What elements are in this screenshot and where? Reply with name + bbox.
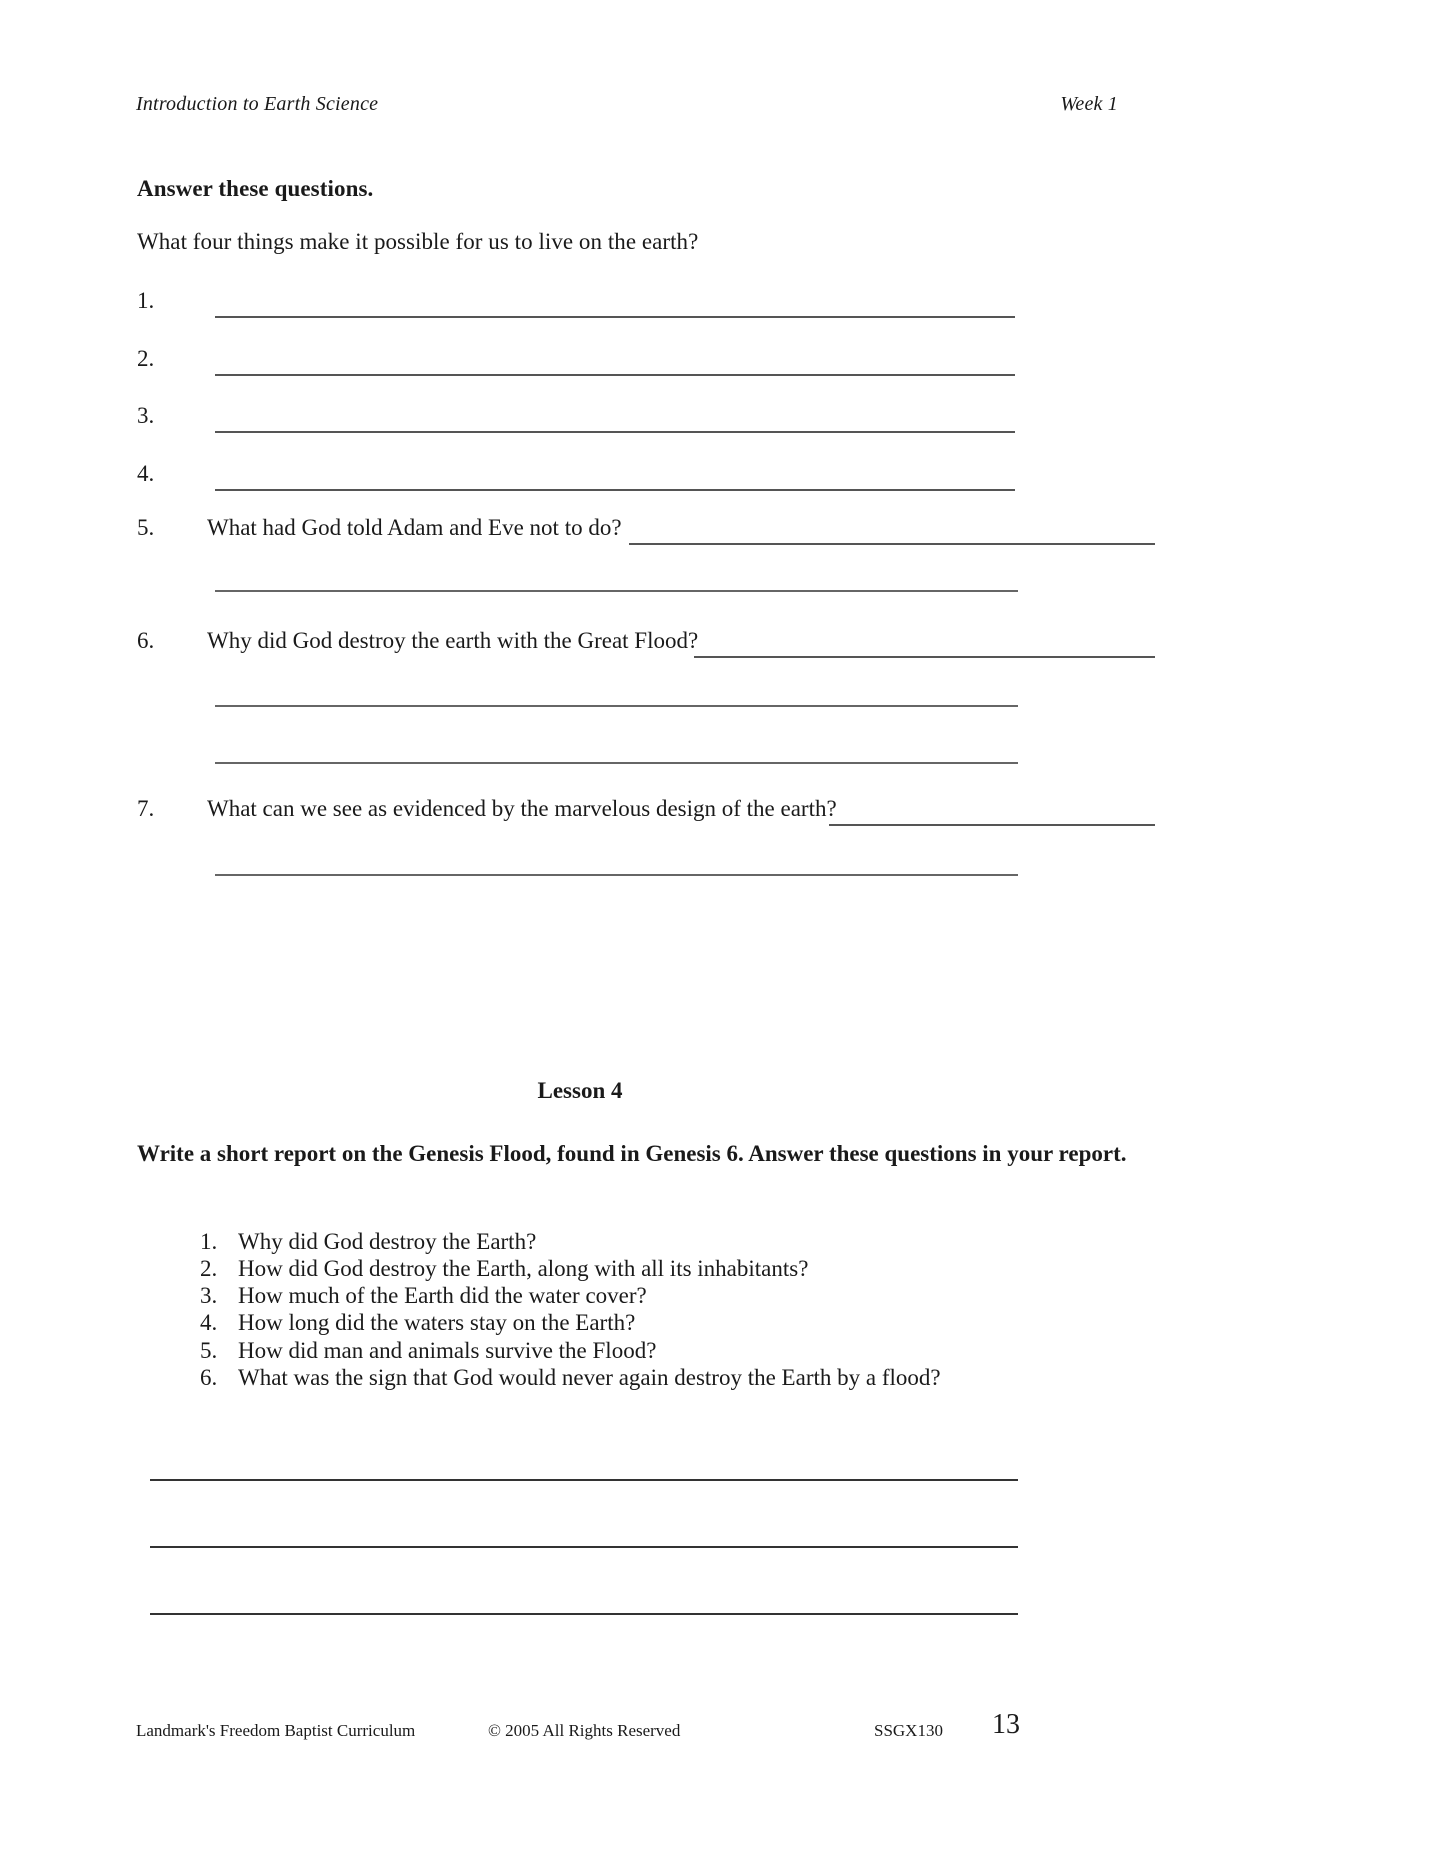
list-item-number: 5. bbox=[200, 1337, 218, 1363]
list-item bbox=[200, 1309, 941, 1336]
list-item-label: How did man and animals survive the Flood? bbox=[238, 1337, 657, 1363]
list-item bbox=[200, 1364, 941, 1391]
blank-answer-rule[interactable] bbox=[215, 316, 1015, 318]
list-item-number: 1. bbox=[200, 1229, 218, 1254]
blank-answer-number: 4. bbox=[137, 461, 155, 486]
section-heading: Answer these questions. bbox=[137, 176, 374, 201]
question-text: Why did God destroy the earth with the Great Flood? bbox=[207, 628, 699, 653]
report-question-list bbox=[200, 1228, 941, 1391]
footer-copyright: © 2005 All Rights Reserved bbox=[488, 1721, 681, 1740]
blank-answer-number: 2. bbox=[137, 346, 155, 371]
footer-product-code: SSGX130 bbox=[874, 1721, 943, 1740]
list-item-label: How long did the waters stay on the Earth? bbox=[238, 1310, 636, 1336]
list-item bbox=[200, 1228, 941, 1255]
list-item-number: 3. bbox=[200, 1283, 218, 1309]
blank-answer-number: 3. bbox=[137, 403, 155, 428]
report-writing-rule[interactable] bbox=[150, 1546, 1018, 1548]
lesson-instructions: Write a short report on the Genesis Flood, found in Genesis 6. Answer these questions in your report. bbox=[137, 1141, 1127, 1166]
section-prompt: What four things make it possible for us to live on the earth? bbox=[137, 229, 699, 254]
lesson-heading: Lesson 4 bbox=[537, 1078, 623, 1103]
question-text: What can we see as evidenced by the marvelous design of the earth? bbox=[207, 796, 837, 821]
blank-answer-number: 1. bbox=[137, 288, 155, 313]
footer-publisher: Landmark's Freedom Baptist Curriculum bbox=[136, 1721, 416, 1740]
list-item-label: What was the sign that God would never again destroy the Earth by a flood? bbox=[238, 1364, 941, 1390]
running-head-week: Week 1 bbox=[1060, 93, 1118, 115]
question-text: What had God told Adam and Eve not to do? bbox=[207, 515, 622, 540]
running-head-title: Introduction to Earth Science bbox=[136, 93, 379, 115]
question-answer-rule[interactable] bbox=[629, 543, 1155, 545]
list-item bbox=[200, 1255, 941, 1282]
list-item-number: 4. bbox=[200, 1310, 218, 1336]
question-answer-rule-continuation[interactable] bbox=[215, 762, 1018, 764]
question-number: 5. bbox=[137, 515, 155, 540]
blank-answer-rule[interactable] bbox=[215, 374, 1015, 376]
list-item-label: Why did God destroy the Earth? bbox=[238, 1229, 537, 1254]
blank-answer-rule[interactable] bbox=[215, 431, 1015, 433]
blank-answer-rule[interactable] bbox=[215, 489, 1015, 491]
report-writing-rule[interactable] bbox=[150, 1613, 1018, 1615]
running-head bbox=[136, 93, 1216, 116]
page-number: 13 bbox=[992, 1709, 1020, 1740]
list-item-number: 2. bbox=[200, 1256, 218, 1282]
question-answer-rule-continuation[interactable] bbox=[215, 705, 1018, 707]
list-item bbox=[200, 1337, 941, 1364]
question-answer-rule-continuation[interactable] bbox=[215, 590, 1018, 592]
question-number: 7. bbox=[137, 796, 155, 821]
question-answer-rule[interactable] bbox=[694, 656, 1155, 658]
list-item bbox=[200, 1282, 941, 1309]
list-item-label: How much of the Earth did the water cover? bbox=[238, 1283, 647, 1309]
question-answer-rule-continuation[interactable] bbox=[215, 874, 1018, 876]
question-number: 6. bbox=[137, 628, 155, 653]
question-answer-rule[interactable] bbox=[829, 824, 1155, 826]
list-item-number: 6. bbox=[200, 1364, 218, 1390]
report-writing-rule[interactable] bbox=[150, 1479, 1018, 1481]
list-item-label: How did God destroy the Earth, along with all its inhabitants? bbox=[238, 1256, 809, 1282]
